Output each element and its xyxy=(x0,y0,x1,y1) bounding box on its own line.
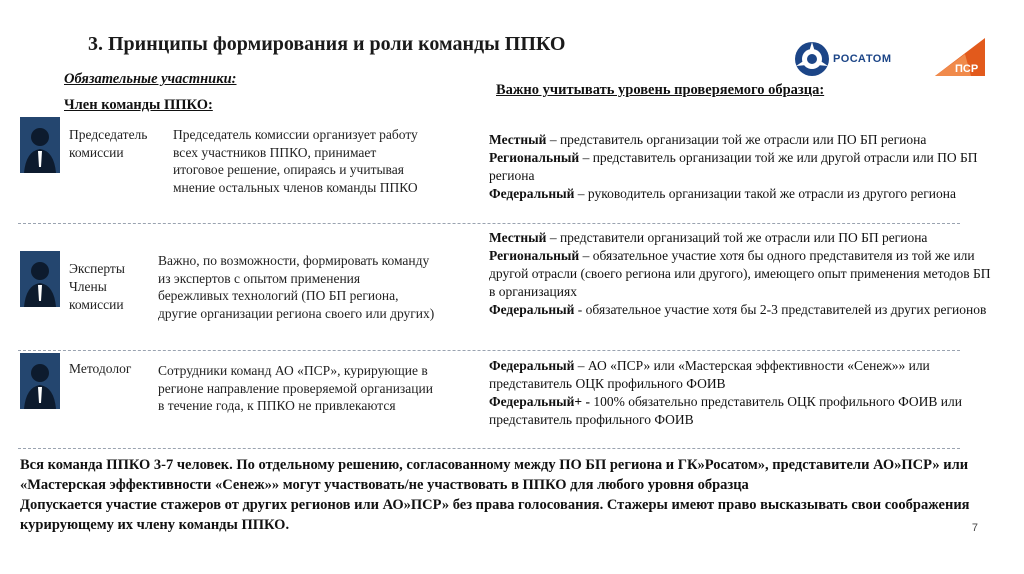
level-text: – представитель организации той же отрасли или ПО БП региона xyxy=(546,132,927,147)
note-paragraph: Вся команда ППКО 3-7 человек. По отдельному решению, согласованному между ПО БП региона и ГК»Росатом», представители АО»ПСР» или «Мастерская эффективности «Сенеж»» могут участвовать/не участвовать в ППКО для любого уровня образца xyxy=(20,457,969,493)
desc-line: мнение остальных членов команды ППКО xyxy=(173,179,418,195)
role-experts xyxy=(69,260,125,314)
level-item xyxy=(489,185,1004,203)
person-avatar-icon xyxy=(20,117,60,173)
page-title: 3. Принципы формирования и роли команды ППКО xyxy=(88,33,566,55)
level-text: - обязательное участие хотя бы 2-3 представителей из других регионов xyxy=(574,302,987,317)
role-line: Председатель xyxy=(69,127,148,142)
level-term: Региональный xyxy=(489,248,580,263)
mandatory-participants-header: Обязательные участники: xyxy=(64,71,237,87)
level-item xyxy=(489,393,989,429)
desc-line: Важно, по возможности, формировать команду xyxy=(158,253,430,268)
role-line: комиссии xyxy=(69,297,124,312)
level-term: Федеральный xyxy=(489,302,575,317)
level-term: Федеральный xyxy=(489,186,575,201)
row-separator xyxy=(18,350,960,351)
psr-logo-text: ПСР xyxy=(955,63,979,75)
level-item xyxy=(489,301,999,319)
level-text: – руководитель организации такой же отрасли из другого региона xyxy=(574,186,956,201)
level-text: – обязательное участие хотя бы одного представителя из той же или другой отрасли (своего региона или другого), имеющего опыт применения методов БП в организациях xyxy=(489,248,991,299)
description-experts xyxy=(158,252,434,322)
level-item xyxy=(489,357,989,393)
level-term: Федеральный+ - xyxy=(489,394,590,409)
psr-emblem-icon xyxy=(935,38,985,76)
person-avatar-icon xyxy=(20,251,60,307)
member-header: Член команды ППКО: xyxy=(64,97,213,113)
row-separator xyxy=(18,223,960,224)
desc-line: бережливых технологий (ПО БП региона, xyxy=(158,288,399,303)
level-text: – АО «ПСР» или «Мастерская эффективности «Сенеж»» или представитель ОЦК профильного ФОИВ xyxy=(489,358,930,391)
level-text: 100% обязательно представитель ОЦК профильного ФОИВ или представитель профильного ФОИВ xyxy=(489,394,962,427)
level-text: – представитель организации той же или другой отрасли или ПО БП региона xyxy=(489,150,978,183)
level-item xyxy=(489,131,1004,149)
rosatom-logo xyxy=(793,40,903,80)
level-text: – представители организаций той же отрасли или ПО БП региона xyxy=(546,230,928,245)
rosatom-emblem-icon xyxy=(793,40,831,78)
desc-line: из экспертов с опытом применения xyxy=(158,270,361,286)
role-line: Эксперты xyxy=(69,261,125,276)
levels-methodologist xyxy=(489,357,989,429)
levels-chairman xyxy=(489,131,1004,203)
description-chairman xyxy=(173,126,418,196)
desc-line: Председатель комиссии организует работу xyxy=(173,127,418,142)
description-methodologist xyxy=(158,362,433,415)
role-line: Методолог xyxy=(69,361,132,376)
level-term: Федеральный xyxy=(489,358,575,373)
note-paragraph: Допускается участие стажеров от других регионов или АО»ПСР» без права голосования. Стажеры имеют право высказывать свои соображения курирующему их члену команды ППКО. xyxy=(20,497,970,533)
role-chairman xyxy=(69,126,147,162)
desc-line: всех участников ППКО, принимает xyxy=(173,144,377,160)
level-term: Местный xyxy=(489,132,547,147)
role-line: комиссии xyxy=(69,145,124,160)
level-item xyxy=(489,247,999,301)
rosatom-logo-text: РОСАТОМ xyxy=(833,53,892,65)
level-item xyxy=(489,149,1004,185)
page-number: 7 xyxy=(971,522,978,534)
psr-logo xyxy=(935,38,985,76)
role-methodologist xyxy=(69,360,131,378)
important-level-header: Важно учитывать уровень проверяемого образца: xyxy=(496,82,825,98)
desc-line: другие организации региона своего или других) xyxy=(158,305,435,321)
desc-line: регионе направление проверяемой организации xyxy=(158,380,433,396)
team-composition-note xyxy=(20,455,975,567)
role-line: Члены xyxy=(69,279,107,294)
row-separator xyxy=(18,448,960,449)
person-avatar-icon xyxy=(20,353,60,409)
desc-line: в течение года, к ППКО не привлекаются xyxy=(158,398,396,413)
level-term: Местный xyxy=(489,230,547,245)
levels-experts xyxy=(489,229,999,319)
desc-line: итоговое решение, опираясь и учитывая xyxy=(173,162,404,177)
desc-line: Сотрудники команд АО «ПСР», курирующие в xyxy=(158,363,428,378)
level-item xyxy=(489,229,999,247)
level-term: Региональный xyxy=(489,150,580,165)
